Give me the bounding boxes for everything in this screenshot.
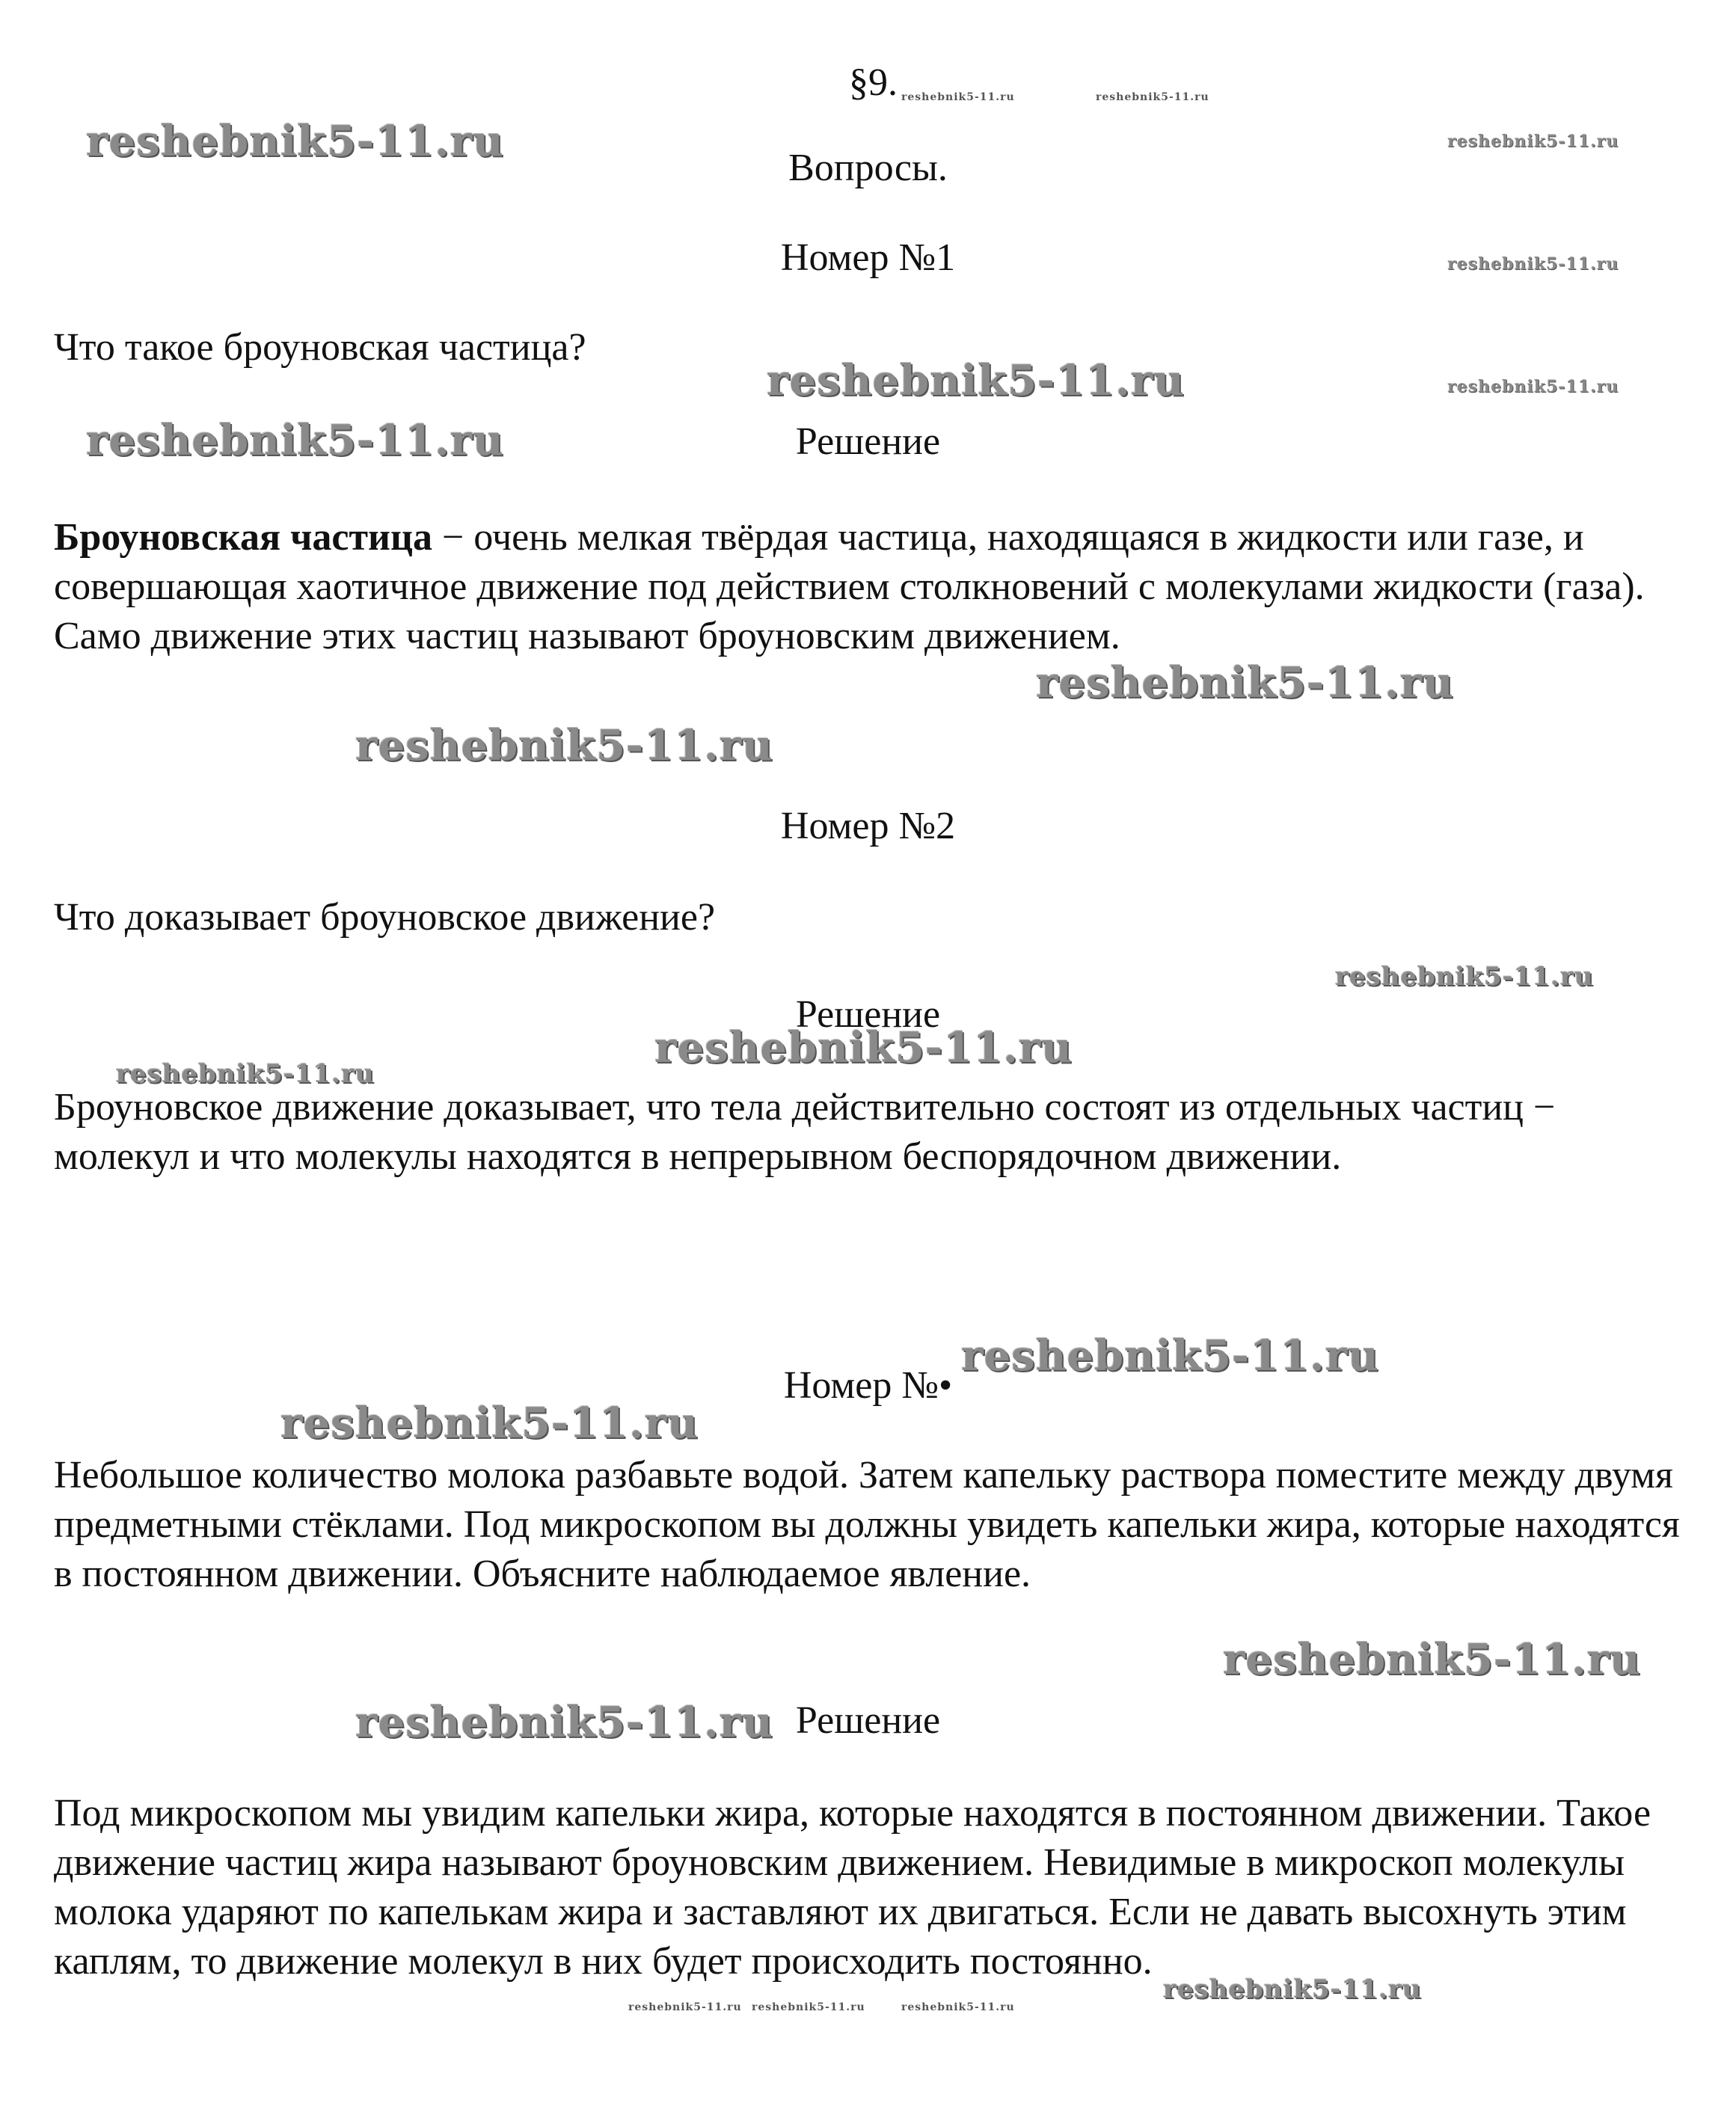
watermark: reshebnik5-11.ru: [961, 1331, 1379, 1381]
watermark: reshebnik5-11.ru: [901, 2001, 1015, 2013]
question-2-text: Что доказывает броуновское движение?: [54, 896, 716, 939]
watermark: reshebnik5-11.ru: [1447, 377, 1619, 396]
watermark: reshebnik5-11.ru: [628, 2001, 742, 2013]
question-1-answer: [54, 513, 1699, 661]
page-heading: Вопросы.: [788, 147, 948, 189]
question-3-number: Номер №•: [783, 1364, 953, 1407]
watermark: reshebnik5-11.ru: [1447, 132, 1619, 151]
watermark: reshebnik5-11.ru: [1223, 1635, 1641, 1684]
question-3-answer: Под микроскопом мы увидим капельки жира, которые находятся в постоянном движении. Такое движение частиц жира называют броуновским движением. Невидимые в микроскоп молекулы молока ударяют по капелькам жира и заставляют их двигаться. Если не давать высохнуть этим каплям, то движение молекул в них будет происходить постоянно.: [54, 1792, 1651, 1983]
question-3-solution-label: Решение: [795, 1699, 941, 1742]
watermark: reshebnik5-11.ru: [1163, 1974, 1422, 2004]
question-2-solution-label: Решение: [795, 993, 941, 1036]
section-number: §9.: [849, 61, 898, 104]
watermark: reshebnik5-11.ru: [767, 356, 1185, 405]
question-2-answer: Броуновское движение доказывает, что тела действительно состоят из отдельных частиц − молекул и что молекулы находятся в непрерывном беспорядочном движении.: [54, 1086, 1556, 1178]
watermark: reshebnik5-11.ru: [86, 117, 504, 166]
question-1-solution-label: Решение: [795, 420, 941, 463]
watermark: reshebnik5-11.ru: [1335, 962, 1594, 992]
watermark: reshebnik5-11.ru: [1447, 254, 1619, 274]
question-3-text: Небольшое количество молока разбавьте водой. Затем капельку раствора поместите между двумя предметными стёклами. Под микроскопом вы должны увидеть капельки жира, которые находятся в постоянном движении. Объясните наблюдаемое явление.: [54, 1454, 1680, 1595]
watermark: reshebnik5-11.ru: [355, 1698, 773, 1747]
question-1-text: Что такое броуновская частица?: [54, 326, 586, 369]
watermark: reshebnik5-11.ru: [752, 2001, 865, 2013]
answer-1-term: Броуновская частица: [54, 516, 432, 559]
watermark: reshebnik5-11.ru: [116, 1059, 375, 1089]
watermark: reshebnik5-11.ru: [901, 91, 1015, 103]
question-1-number: Номер №1: [780, 236, 956, 279]
watermark: reshebnik5-11.ru: [86, 416, 504, 465]
question-2-number: Номер №2: [780, 805, 956, 847]
watermark: reshebnik5-11.ru: [355, 721, 773, 770]
watermark: reshebnik5-11.ru: [1036, 658, 1454, 708]
watermark: reshebnik5-11.ru: [1096, 91, 1209, 103]
answer-1-definition: − очень мелкая твёрдая частица, находящаяся в жидкости или газе, и совершающая хаотичное движение под действием столкновений с молекулами жидкости (газа). Само движение этих частиц называют броуновским движением.: [54, 516, 1645, 657]
watermark: reshebnik5-11.ru: [280, 1399, 699, 1448]
watermark: reshebnik5-11.ru: [654, 1023, 1073, 1072]
